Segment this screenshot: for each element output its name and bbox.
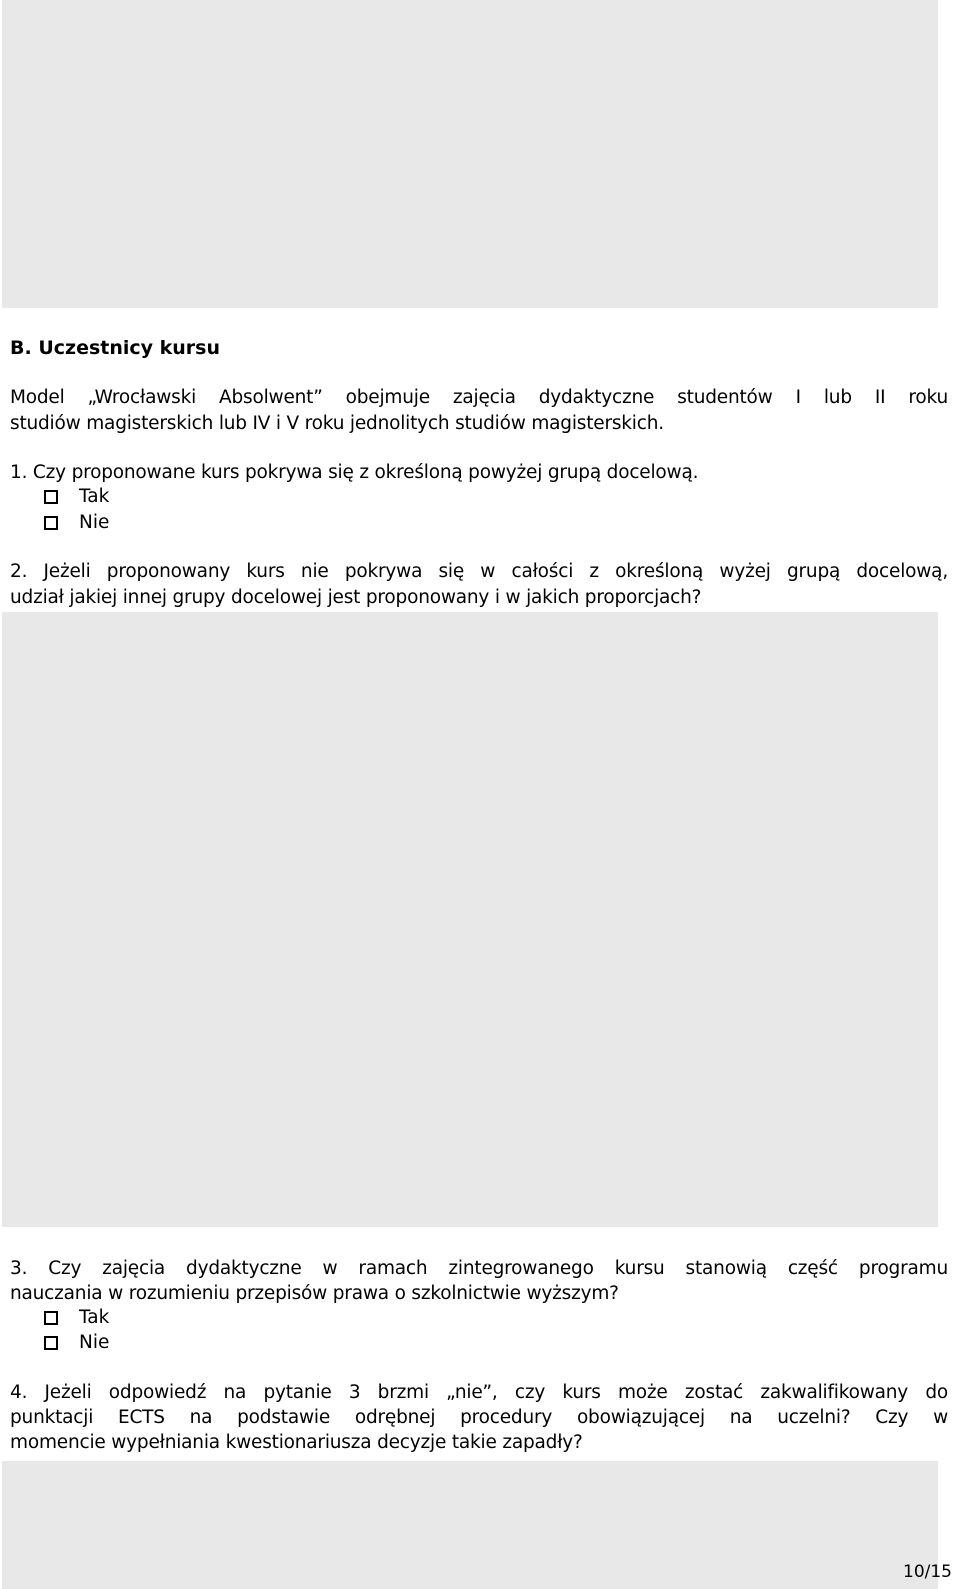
question-3-line-1: 3. Czy zajęcia dydaktyczne w ramach zintegrowanego kursu stanowią część programu <box>10 1258 948 1279</box>
q3-option-nie-label: Nie <box>79 1332 110 1353</box>
q1-option-nie-label: Nie <box>79 512 110 533</box>
q3-option-tak-label: Tak <box>79 1307 110 1328</box>
q4-answer-box[interactable] <box>2 1461 938 1589</box>
intro-line-1: Model „Wrocławski Absolwent” obejmuje zajęcia dydaktyczne studentów I lub II roku <box>10 387 948 408</box>
q3-option-tak[interactable] <box>44 1305 109 1331</box>
previous-answer-box[interactable] <box>2 0 938 308</box>
q3-option-nie[interactable] <box>44 1330 109 1356</box>
checkbox-icon[interactable] <box>44 1311 58 1325</box>
checkbox-icon[interactable] <box>44 1336 58 1350</box>
q1-option-nie[interactable] <box>44 510 109 536</box>
question-3-line-2: nauczania w rozumieniu przepisów prawa o szkolnictwie wyższym? <box>10 1283 619 1304</box>
question-4-line-3: momencie wypełniania kwestionariusza decyzje takie zapadły? <box>10 1432 583 1453</box>
page-number: 10/15 <box>903 1562 952 1582</box>
q2-answer-box[interactable] <box>2 612 938 1227</box>
question-4-line-2: punktacji ECTS na podstawie odrębnej procedury obowiązującej na uczelni? Czy w <box>10 1407 948 1428</box>
checkbox-icon[interactable] <box>44 490 58 504</box>
question-2-line-1: 2. Jeżeli proponowany kurs nie pokrywa się w całości z określoną wyżej grupą docelową, <box>10 561 948 582</box>
question-4-line-1: 4. Jeżeli odpowiedź na pytanie 3 brzmi „nie”, czy kurs może zostać zakwalifikowany do <box>10 1382 948 1403</box>
intro-line-2: studiów magisterskich lub IV i V roku jednolitych studiów magisterskich. <box>10 413 664 434</box>
question-2-line-2: udział jakiej innej grupy docelowej jest proponowany i w jakich proporcjach? <box>10 587 702 608</box>
q1-option-tak[interactable] <box>44 484 109 510</box>
checkbox-icon[interactable] <box>44 516 58 530</box>
section-title: B. Uczestnicy kursu <box>10 337 221 359</box>
question-1: 1. Czy proponowane kurs pokrywa się z określoną powyżej grupą docelową. <box>10 462 699 483</box>
q1-option-tak-label: Tak <box>79 486 110 507</box>
